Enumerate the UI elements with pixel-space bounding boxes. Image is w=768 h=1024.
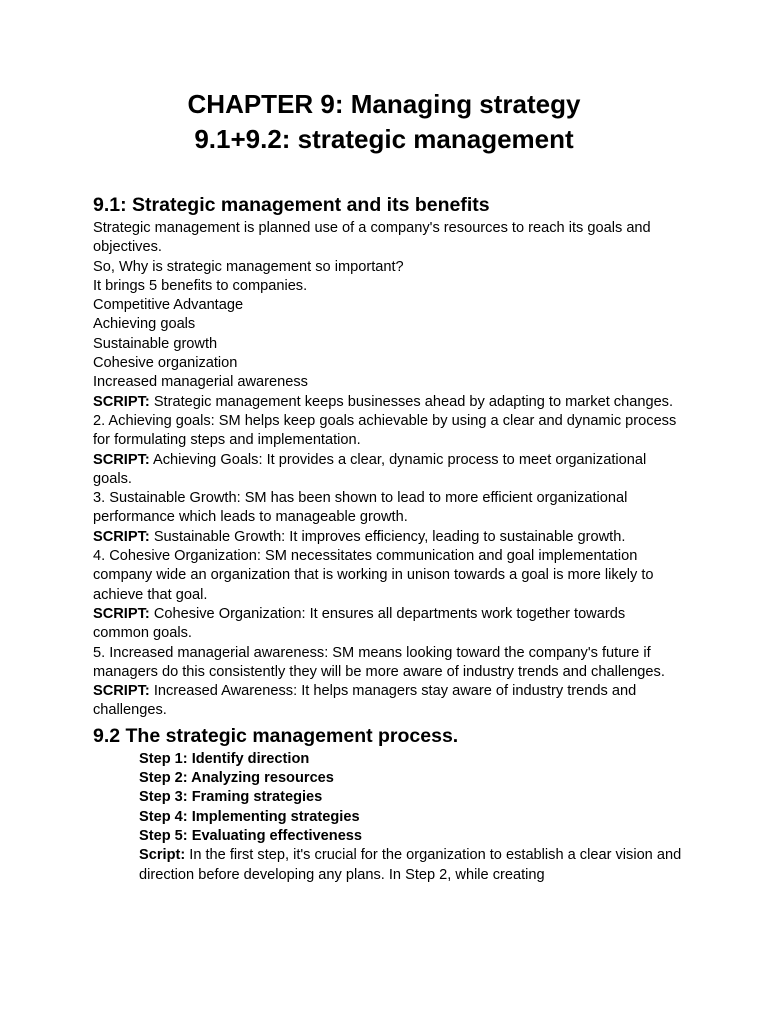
script-text: In the first step, it's crucial for the organization to establish a clear vision and direction before developing any plans. In Step 2, while creating [139,847,682,883]
process-step: Step 1: Identify direction [139,750,310,767]
benefit-point-3: 3. Sustainable Growth: SM has been shown to lead to more efficient organizational performance which leads to manageable growth. [93,490,628,526]
benefit-point-2: 2. Achieving goals: SM helps keep goals achievable by using a clear and dynamic process for formulating steps and implementation. [93,412,677,449]
section-9-1-heading: 9.1: Strategic management and its benefits [93,194,490,216]
script-text: Cohesive Organization: It ensures all departments work together towards common goals. [93,605,626,642]
benefit-point-5: 5. Increased managerial awareness: SM means looking toward the company's future if managers do this consistently they will be more aware of industry trends and challenges. [93,644,665,680]
process-step: Step 3: Framing strategies [139,789,323,806]
process-step: Step 2: Analyzing resources [139,770,334,787]
intro-question: So, Why is strategic management so important? [93,258,404,275]
process-steps [93,750,683,885]
intro-benefits-count: It brings 5 benefits to companies. [93,277,308,294]
script-note-1 [93,393,683,412]
script-text: Achieving Goals: It provides a clear, dynamic process to meet organizational goals. [93,451,647,487]
benefit-item: Sustainable growth [93,335,218,352]
script-label: SCRIPT: [93,451,150,468]
benefit-point-4: 4. Cohesive Organization: SM necessitates communication and goal implementation company wide an organization that is working in unison towards a goal is more likely to achieve that goal. [93,548,654,603]
process-step: Step 4: Implementing strategies [139,808,360,825]
script-note-3 [93,528,683,547]
process-script-note [139,846,683,885]
script-note-4 [93,605,683,644]
benefit-item: Competitive Advantage [93,297,244,314]
script-label: Script: [139,847,186,864]
script-note-2 [93,451,683,490]
section-9-2-heading: 9.2 The strategic management process. [93,724,459,747]
intro-paragraph: Strategic management is planned use of a company's resources to reach its goals and objectives. [93,220,651,256]
benefit-item: Increased managerial awareness [93,374,308,391]
script-label: SCRIPT: [93,605,150,622]
script-label: SCRIPT: [93,683,150,700]
benefit-item: Achieving goals [93,316,196,333]
document-body [93,192,683,885]
script-label: SCRIPT: [93,393,150,410]
benefit-item: Cohesive organization [93,355,238,372]
script-label: SCRIPT: [93,528,150,545]
script-note-5 [93,682,683,721]
chapter-title: CHAPTER 9: Managing strategy [187,89,581,119]
section-range-title: 9.1+9.2: strategic management [194,124,574,154]
process-step: Step 5: Evaluating effectiveness [139,827,363,844]
script-text: Sustainable Growth: It improves efficiency, leading to sustainable growth. [149,528,626,545]
script-text: Increased Awareness: It helps managers stay aware of industry trends and challenges. [93,683,637,719]
script-text: Strategic management keeps businesses ahead by adapting to market changes. [149,393,674,410]
